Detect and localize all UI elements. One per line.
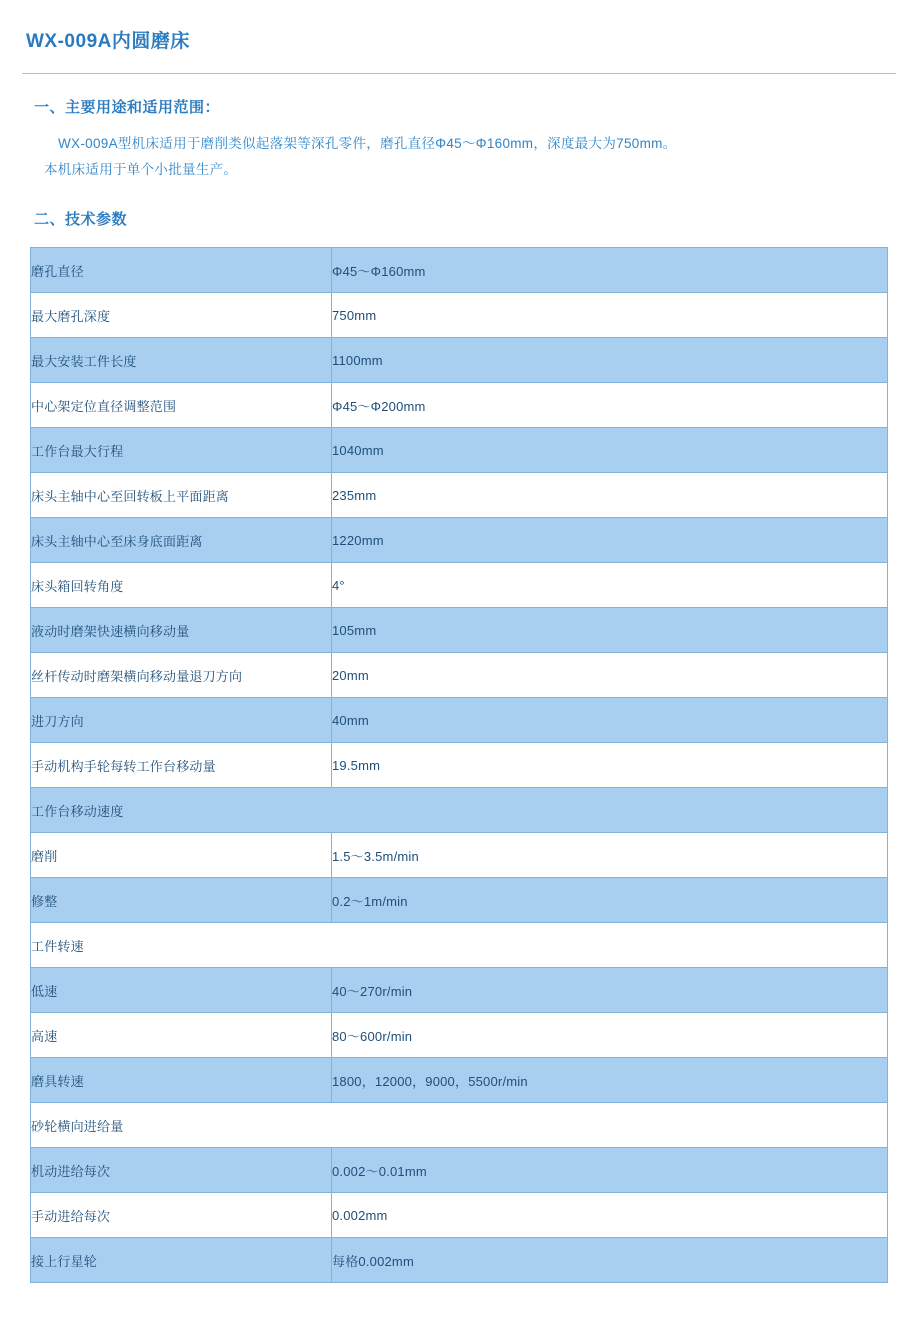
spec-label-cell: 床头主轴中心至回转板上平面距离 bbox=[31, 473, 332, 518]
spec-label-cell: 最大磨孔深度 bbox=[31, 293, 332, 338]
spec-value-cell: 80～600r/min bbox=[332, 1013, 888, 1058]
spec-label-cell: 工作台移动速度 bbox=[31, 788, 888, 833]
table-row bbox=[31, 698, 888, 743]
spec-value-cell: 40～270r/min bbox=[332, 968, 888, 1013]
spec-label-cell: 手动进给每次 bbox=[31, 1193, 332, 1238]
spec-label-cell: 丝杆传动时磨架横向移动量退刀方向 bbox=[31, 653, 332, 698]
spec-value-cell: 40mm bbox=[332, 698, 888, 743]
spec-label-cell: 床头主轴中心至床身底面距离 bbox=[31, 518, 332, 563]
spec-value-cell: Φ45～Φ160mm bbox=[332, 248, 888, 293]
spec-value-cell: 1.5～3.5m/min bbox=[332, 833, 888, 878]
table-row bbox=[31, 248, 888, 293]
table-row bbox=[31, 473, 888, 518]
spec-label-cell: 磨具转速 bbox=[31, 1058, 332, 1103]
spec-value-cell: 1100mm bbox=[332, 338, 888, 383]
spec-label-cell: 液动时磨架快速横向移动量 bbox=[31, 608, 332, 653]
spec-label-cell: 磨削 bbox=[31, 833, 332, 878]
purpose-paragraph-2: 本机床适用于单个小批量生产。 bbox=[44, 161, 238, 177]
purpose-paragraph-1: WX-009A型机床适用于磨削类似起落架等深孔零件，磨孔直径Φ45～Φ160mm，深度最大为750mm。 bbox=[58, 136, 677, 151]
spec-label-cell: 接上行星轮 bbox=[31, 1238, 332, 1283]
spec-label-cell: 低速 bbox=[31, 968, 332, 1013]
spec-label-cell: 工作台最大行程 bbox=[31, 428, 332, 473]
purpose-paragraphs bbox=[0, 117, 918, 182]
spec-value-cell: 0.002mm bbox=[332, 1193, 888, 1238]
table-row bbox=[31, 338, 888, 383]
spec-value-cell: 4° bbox=[332, 563, 888, 608]
spec-label-cell: 磨孔直径 bbox=[31, 248, 332, 293]
table-row bbox=[31, 833, 888, 878]
table-row bbox=[31, 518, 888, 563]
table-row bbox=[31, 1193, 888, 1238]
table-row bbox=[31, 383, 888, 428]
table-row bbox=[31, 788, 888, 833]
spec-label-cell: 高速 bbox=[31, 1013, 332, 1058]
spec-label-cell: 最大安装工件长度 bbox=[31, 338, 332, 383]
table-row bbox=[31, 878, 888, 923]
table-row bbox=[31, 923, 888, 968]
page-title: WX-009A内圆磨床 bbox=[26, 31, 190, 52]
spec-value-cell: 235mm bbox=[332, 473, 888, 518]
table-row bbox=[31, 743, 888, 788]
table-row bbox=[31, 1238, 888, 1283]
table-row bbox=[31, 428, 888, 473]
section-heading-specs: 二、技术参数 bbox=[34, 211, 128, 229]
spec-value-cell: 1040mm bbox=[332, 428, 888, 473]
spec-value-cell: 19.5mm bbox=[332, 743, 888, 788]
table-row bbox=[31, 1103, 888, 1148]
table-row bbox=[31, 1058, 888, 1103]
spec-label-cell: 进刀方向 bbox=[31, 698, 332, 743]
spec-value-cell: 0.2～1m/min bbox=[332, 878, 888, 923]
table-row bbox=[31, 293, 888, 338]
table-row bbox=[31, 1148, 888, 1193]
spec-value-cell: 750mm bbox=[332, 293, 888, 338]
spec-table bbox=[30, 247, 888, 1283]
table-row bbox=[31, 968, 888, 1013]
spec-label-cell: 床头箱回转角度 bbox=[31, 563, 332, 608]
spec-value-cell: 0.002～0.01mm bbox=[332, 1148, 888, 1193]
spec-label-cell: 工件转速 bbox=[31, 923, 888, 968]
table-row bbox=[31, 563, 888, 608]
page-bottom-spacer bbox=[0, 1283, 918, 1319]
spec-value-cell: 1800，12000，9000，5500r/min bbox=[332, 1058, 888, 1103]
spec-label-cell: 机动进给每次 bbox=[31, 1148, 332, 1193]
spec-value-cell: Φ45～Φ200mm bbox=[332, 383, 888, 428]
table-row bbox=[31, 608, 888, 653]
table-row bbox=[31, 653, 888, 698]
spec-label-cell: 手动机构手轮每转工作台移动量 bbox=[31, 743, 332, 788]
spec-label-cell: 砂轮横向进给量 bbox=[31, 1103, 888, 1148]
section-heading-purpose: 一、主要用途和适用范围： bbox=[34, 99, 221, 116]
spec-label-cell: 修整 bbox=[31, 878, 332, 923]
table-row bbox=[31, 1013, 888, 1058]
spec-value-cell: 1220mm bbox=[332, 518, 888, 563]
spec-label-cell: 中心架定位直径调整范围 bbox=[31, 383, 332, 428]
spec-value-cell: 105mm bbox=[332, 608, 888, 653]
spec-value-cell: 每格0.002mm bbox=[332, 1238, 888, 1283]
spec-value-cell: 20mm bbox=[332, 653, 888, 698]
